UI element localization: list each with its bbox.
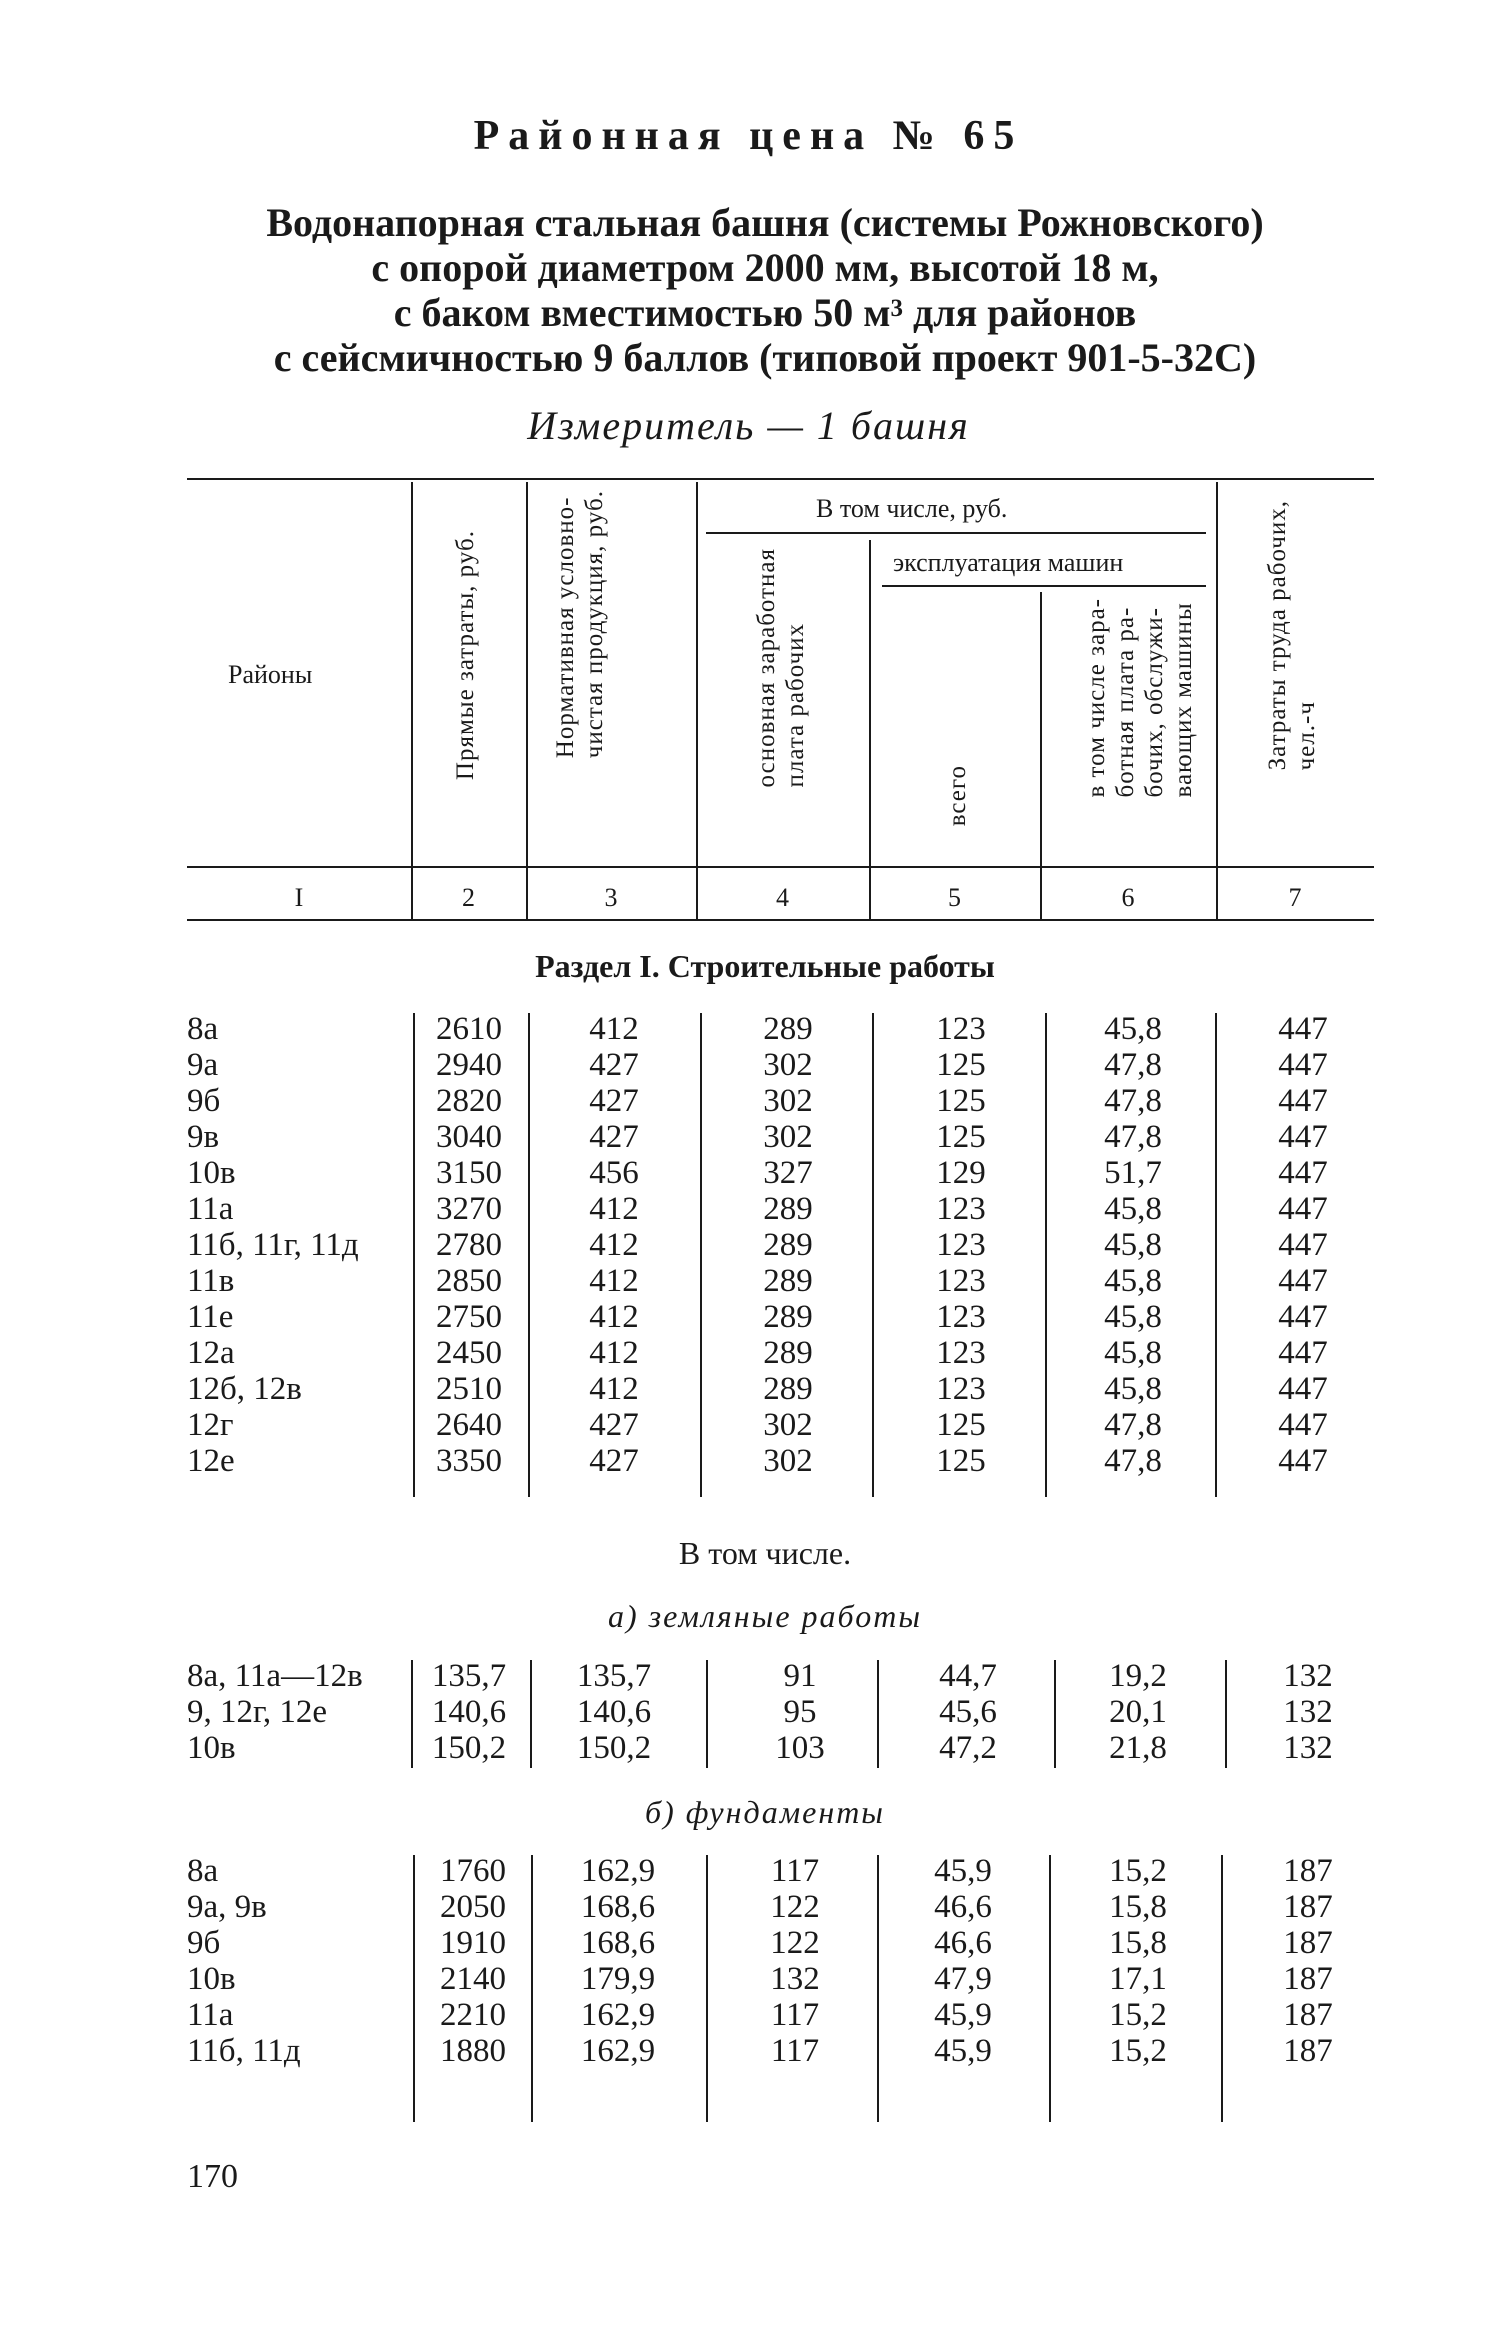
value-cell: 45,8 <box>1104 1011 1162 1047</box>
district-cell: 12г <box>187 1407 234 1443</box>
value-cell: 187 <box>1283 1853 1333 1889</box>
labor-header-line-1: Затраты труда рабочих, <box>1264 500 1291 771</box>
value-cell: 187 <box>1283 1889 1333 1925</box>
value-cell: 117 <box>770 1853 820 1889</box>
table-row <box>0 1227 1497 1263</box>
table-row <box>0 1925 1497 1961</box>
value-cell: 302 <box>763 1443 813 1479</box>
value-cell: 447 <box>1278 1011 1328 1047</box>
value-cell: 2780 <box>436 1227 502 1263</box>
value-cell: 3350 <box>436 1443 502 1479</box>
value-cell: 327 <box>763 1155 813 1191</box>
table-row <box>0 1299 1497 1335</box>
column-number: 2 <box>462 883 475 912</box>
district-cell: 10в <box>187 1730 236 1766</box>
direct-costs-header: Прямые затраты, руб. <box>452 530 479 781</box>
table-row <box>0 1658 1497 1694</box>
value-cell: 412 <box>589 1299 639 1335</box>
value-cell: 447 <box>1278 1407 1328 1443</box>
table-row <box>0 1407 1497 1443</box>
value-cell: 46,6 <box>934 1889 992 1925</box>
value-cell: 168,6 <box>580 1889 656 1925</box>
value-cell: 162,9 <box>580 1853 656 1889</box>
value-cell: 122 <box>770 1925 820 1961</box>
value-cell: 91 <box>783 1658 817 1694</box>
machine-wage-header-line-3: бочих, обслужи- <box>1141 607 1168 798</box>
value-cell: 125 <box>936 1083 986 1119</box>
value-cell: 45,9 <box>934 2033 992 2069</box>
value-cell: 2050 <box>440 1889 506 1925</box>
value-cell: 2940 <box>436 1047 502 1083</box>
column-rule <box>1054 1660 1056 1768</box>
table-row <box>0 1997 1497 2033</box>
machine-wage-header-line-2: ботная плата ра- <box>1112 606 1139 798</box>
value-cell: 129 <box>936 1155 986 1191</box>
value-cell: 123 <box>936 1011 986 1047</box>
value-cell: 1880 <box>440 2033 506 2069</box>
value-cell: 179,9 <box>580 1961 656 1997</box>
value-cell: 302 <box>763 1119 813 1155</box>
column-rule <box>1045 1013 1047 1497</box>
including-rule <box>706 532 1206 534</box>
column-number: 4 <box>776 883 789 912</box>
earthworks-title: а) земляные работы <box>608 1598 922 1634</box>
column-number: 6 <box>1121 883 1135 912</box>
value-cell: 412 <box>589 1011 639 1047</box>
value-cell: 3270 <box>436 1191 502 1227</box>
value-cell: 47,8 <box>1104 1047 1162 1083</box>
value-cell: 150,2 <box>431 1730 507 1766</box>
table-row <box>0 1961 1497 1997</box>
value-cell: 427 <box>589 1047 639 1083</box>
value-cell: 162,9 <box>580 1997 656 2033</box>
page-heading: Районная цена № 65 <box>473 113 1024 159</box>
value-cell: 427 <box>589 1083 639 1119</box>
value-cell: 44,7 <box>939 1658 997 1694</box>
value-cell: 412 <box>589 1371 639 1407</box>
value-cell: 20,1 <box>1109 1694 1167 1730</box>
districts-header: Районы <box>228 660 313 689</box>
value-cell: 123 <box>936 1263 986 1299</box>
column-rule <box>700 1013 702 1497</box>
value-cell: 47,2 <box>939 1730 997 1766</box>
column-number: I <box>294 883 304 912</box>
value-cell: 1760 <box>440 1853 506 1889</box>
value-cell: 47,8 <box>1104 1443 1162 1479</box>
value-cell: 17,1 <box>1109 1961 1167 1997</box>
title-line-2: с опорой диаметром 2000 мм, высотой 18 м, <box>371 245 1159 290</box>
value-cell: 45,8 <box>1104 1191 1162 1227</box>
title-line-3b: для районов <box>902 290 1137 335</box>
machines-total-header: всего <box>944 765 971 827</box>
column-rule <box>877 1660 879 1768</box>
table-row <box>0 1011 1497 1047</box>
header-bottom-rule <box>187 919 1374 921</box>
district-cell: 11б, 11д <box>187 2033 301 2069</box>
table-row <box>0 1853 1497 1889</box>
value-cell: 447 <box>1278 1047 1328 1083</box>
value-cell: 47,8 <box>1104 1407 1162 1443</box>
value-cell: 187 <box>1283 1925 1333 1961</box>
table-row <box>0 1730 1497 1766</box>
value-cell: 47,9 <box>934 1961 992 1997</box>
table-row <box>0 1443 1497 1479</box>
value-cell: 132 <box>1283 1730 1333 1766</box>
value-cell: 289 <box>763 1227 813 1263</box>
value-cell: 447 <box>1278 1191 1328 1227</box>
value-cell: 412 <box>589 1227 639 1263</box>
value-cell: 447 <box>1278 1371 1328 1407</box>
value-cell: 447 <box>1278 1227 1328 1263</box>
value-cell: 125 <box>936 1047 986 1083</box>
value-cell: 125 <box>936 1119 986 1155</box>
column-rule <box>530 1660 532 1768</box>
title-line-1: Водонапорная стальная башня (системы Рожновского) <box>266 200 1264 245</box>
value-cell: 427 <box>589 1407 639 1443</box>
district-cell: 11а <box>187 1191 234 1227</box>
column-rule <box>528 1013 530 1497</box>
header-vline-5 <box>1040 592 1042 919</box>
column-rule <box>706 1855 708 2122</box>
table-row <box>0 1889 1497 1925</box>
value-cell: 412 <box>589 1191 639 1227</box>
column-rule <box>1049 1855 1051 2122</box>
value-cell: 19,2 <box>1109 1658 1167 1694</box>
value-cell: 1910 <box>440 1925 506 1961</box>
value-cell: 45,9 <box>934 1853 992 1889</box>
district-cell: 11б, 11г, 11д <box>187 1227 359 1263</box>
value-cell: 289 <box>763 1335 813 1371</box>
district-cell: 8а, 11а—12в <box>187 1658 363 1694</box>
base-wage-header-line-1: основная заработная <box>753 548 780 788</box>
district-cell: 9б <box>187 1083 221 1119</box>
value-cell: 187 <box>1283 1961 1333 1997</box>
value-cell: 45,6 <box>939 1694 997 1730</box>
value-cell: 15,2 <box>1109 2033 1167 2069</box>
value-cell: 289 <box>763 1371 813 1407</box>
value-cell: 3040 <box>436 1119 502 1155</box>
value-cell: 2140 <box>440 1961 506 1997</box>
value-cell: 447 <box>1278 1335 1328 1371</box>
value-cell: 15,8 <box>1109 1889 1167 1925</box>
value-cell: 45,8 <box>1104 1299 1162 1335</box>
header-vline-1 <box>411 482 413 919</box>
table-row <box>0 1694 1497 1730</box>
column-rule <box>1215 1013 1217 1497</box>
value-cell: 150,2 <box>576 1730 652 1766</box>
section-title: Раздел I. Строительные работы <box>535 948 995 984</box>
header-vline-2 <box>526 482 528 919</box>
value-cell: 132 <box>770 1961 820 1997</box>
table-row <box>0 1191 1497 1227</box>
value-cell: 45,8 <box>1104 1263 1162 1299</box>
value-cell: 117 <box>770 2033 820 2069</box>
district-cell: 10в <box>187 1961 236 1997</box>
value-cell: 125 <box>936 1407 986 1443</box>
district-cell: 9а <box>187 1047 219 1083</box>
value-cell: 123 <box>936 1227 986 1263</box>
value-cell: 123 <box>936 1335 986 1371</box>
value-cell: 289 <box>763 1191 813 1227</box>
value-cell: 162,9 <box>580 2033 656 2069</box>
column-rule <box>872 1013 874 1497</box>
value-cell: 302 <box>763 1083 813 1119</box>
value-cell: 302 <box>763 1407 813 1443</box>
value-cell: 15,8 <box>1109 1925 1167 1961</box>
district-cell: 9а, 9в <box>187 1889 267 1925</box>
machine-wage-header-line-1: в том числе зара- <box>1083 598 1110 798</box>
district-cell: 11в <box>187 1263 235 1299</box>
district-cell: 8а <box>187 1853 219 1889</box>
district-cell: 10в <box>187 1155 236 1191</box>
value-cell: 46,6 <box>934 1925 992 1961</box>
header-numbers-rule <box>187 866 1374 868</box>
value-cell: 289 <box>763 1299 813 1335</box>
value-cell: 2210 <box>440 1997 506 2033</box>
district-cell: 9, 12г, 12е <box>187 1694 327 1730</box>
column-rule <box>413 1855 415 2122</box>
value-cell: 47,8 <box>1104 1119 1162 1155</box>
value-cell: 15,2 <box>1109 1853 1167 1889</box>
machine-wage-header-line-4: вающих машины <box>1170 602 1197 798</box>
table-row <box>0 1119 1497 1155</box>
value-cell: 447 <box>1278 1119 1328 1155</box>
column-number: 5 <box>948 883 961 912</box>
column-rule <box>531 1855 533 2122</box>
table-row <box>0 1047 1497 1083</box>
value-cell: 427 <box>589 1443 639 1479</box>
district-cell: 11е <box>187 1299 234 1335</box>
value-cell: 447 <box>1278 1083 1328 1119</box>
value-cell: 412 <box>589 1263 639 1299</box>
value-cell: 2820 <box>436 1083 502 1119</box>
superscript: 3 <box>890 295 903 322</box>
labor-header <box>1263 500 1321 770</box>
header-vline-6 <box>1216 482 1218 919</box>
value-cell: 187 <box>1283 2033 1333 2069</box>
district-cell: 9в <box>187 1119 220 1155</box>
base-wage-header <box>752 548 810 787</box>
header-top-rule <box>187 478 1374 480</box>
value-cell: 95 <box>783 1694 817 1730</box>
value-cell: 140,6 <box>431 1694 507 1730</box>
column-rule <box>1225 1660 1227 1768</box>
value-cell: 456 <box>589 1155 639 1191</box>
value-cell: 2510 <box>436 1371 502 1407</box>
value-cell: 132 <box>1283 1658 1333 1694</box>
value-cell: 2610 <box>436 1011 502 1047</box>
value-cell: 123 <box>936 1371 986 1407</box>
value-cell: 51,7 <box>1104 1155 1162 1191</box>
labor-header-line-2: чел.-ч <box>1293 701 1320 771</box>
table-row <box>0 1371 1497 1407</box>
district-cell: 11а <box>187 1997 234 2033</box>
table-row <box>0 1155 1497 1191</box>
value-cell: 3150 <box>436 1155 502 1191</box>
title-line-3a: с баком вместимостью 50 м <box>393 290 891 335</box>
table-row <box>0 1263 1497 1299</box>
value-cell: 168,6 <box>580 1925 656 1961</box>
machines-rule <box>882 585 1206 587</box>
machine-operation-header: эксплуатация машин <box>893 548 1124 577</box>
value-cell: 187 <box>1283 1997 1333 2033</box>
value-cell: 125 <box>936 1443 986 1479</box>
title-line-3 <box>150 290 1380 335</box>
value-cell: 2640 <box>436 1407 502 1443</box>
value-cell: 289 <box>763 1263 813 1299</box>
value-cell: 47,8 <box>1104 1083 1162 1119</box>
table-row <box>0 2033 1497 2069</box>
header-vline-4 <box>869 540 871 919</box>
value-cell: 132 <box>1283 1694 1333 1730</box>
district-cell: 9б <box>187 1925 221 1961</box>
value-cell: 447 <box>1278 1299 1328 1335</box>
column-number: 3 <box>604 883 618 912</box>
value-cell: 302 <box>763 1047 813 1083</box>
value-cell: 2850 <box>436 1263 502 1299</box>
header-vline-3 <box>696 482 698 919</box>
document-title <box>150 200 1380 380</box>
net-output-header-line-2: чистая продукция, руб. <box>581 490 608 759</box>
base-wage-header-line-2: плата рабочих <box>782 622 809 788</box>
value-cell: 447 <box>1278 1263 1328 1299</box>
value-cell: 15,2 <box>1109 1997 1167 2033</box>
value-cell: 135,7 <box>576 1658 652 1694</box>
value-cell: 140,6 <box>576 1694 652 1730</box>
table-row <box>0 1335 1497 1371</box>
value-cell: 103 <box>775 1730 825 1766</box>
column-rule <box>706 1660 708 1768</box>
value-cell: 427 <box>589 1119 639 1155</box>
district-cell: 8а <box>187 1011 219 1047</box>
column-rule <box>1221 1855 1223 2122</box>
column-number: 7 <box>1288 883 1302 912</box>
value-cell: 2450 <box>436 1335 502 1371</box>
value-cell: 45,8 <box>1104 1371 1162 1407</box>
net-output-header <box>551 490 609 758</box>
value-cell: 123 <box>936 1299 986 1335</box>
district-cell: 12б, 12в <box>187 1371 302 1407</box>
including-note: В том числе. <box>678 1535 852 1571</box>
value-cell: 122 <box>770 1889 820 1925</box>
table-row <box>0 1083 1497 1119</box>
district-cell: 12е <box>187 1443 235 1479</box>
value-cell: 447 <box>1278 1155 1328 1191</box>
value-cell: 123 <box>936 1191 986 1227</box>
foundations-title: б) фундаменты <box>645 1794 885 1830</box>
value-cell: 412 <box>589 1335 639 1371</box>
value-cell: 45,9 <box>934 1997 992 2033</box>
value-cell: 135,7 <box>431 1658 507 1694</box>
including-header: В том числе, руб. <box>816 494 1008 523</box>
column-rule <box>413 1013 415 1497</box>
value-cell: 2750 <box>436 1299 502 1335</box>
page-number: 170 <box>187 2158 238 2195</box>
machine-wage-header <box>1082 598 1198 798</box>
column-rule <box>411 1660 413 1768</box>
title-line-4: с сейсмичностью 9 баллов (типовой проект 901-5-32С) <box>273 335 1257 380</box>
value-cell: 447 <box>1278 1443 1328 1479</box>
value-cell: 289 <box>763 1011 813 1047</box>
value-cell: 117 <box>770 1997 820 2033</box>
net-output-header-line-1: Нормативная условно- <box>552 496 579 759</box>
district-cell: 12а <box>187 1335 235 1371</box>
value-cell: 21,8 <box>1109 1730 1167 1766</box>
value-cell: 45,8 <box>1104 1335 1162 1371</box>
column-rule <box>877 1855 879 2122</box>
value-cell: 45,8 <box>1104 1227 1162 1263</box>
measure-unit: Измеритель — 1 башня <box>527 403 970 448</box>
